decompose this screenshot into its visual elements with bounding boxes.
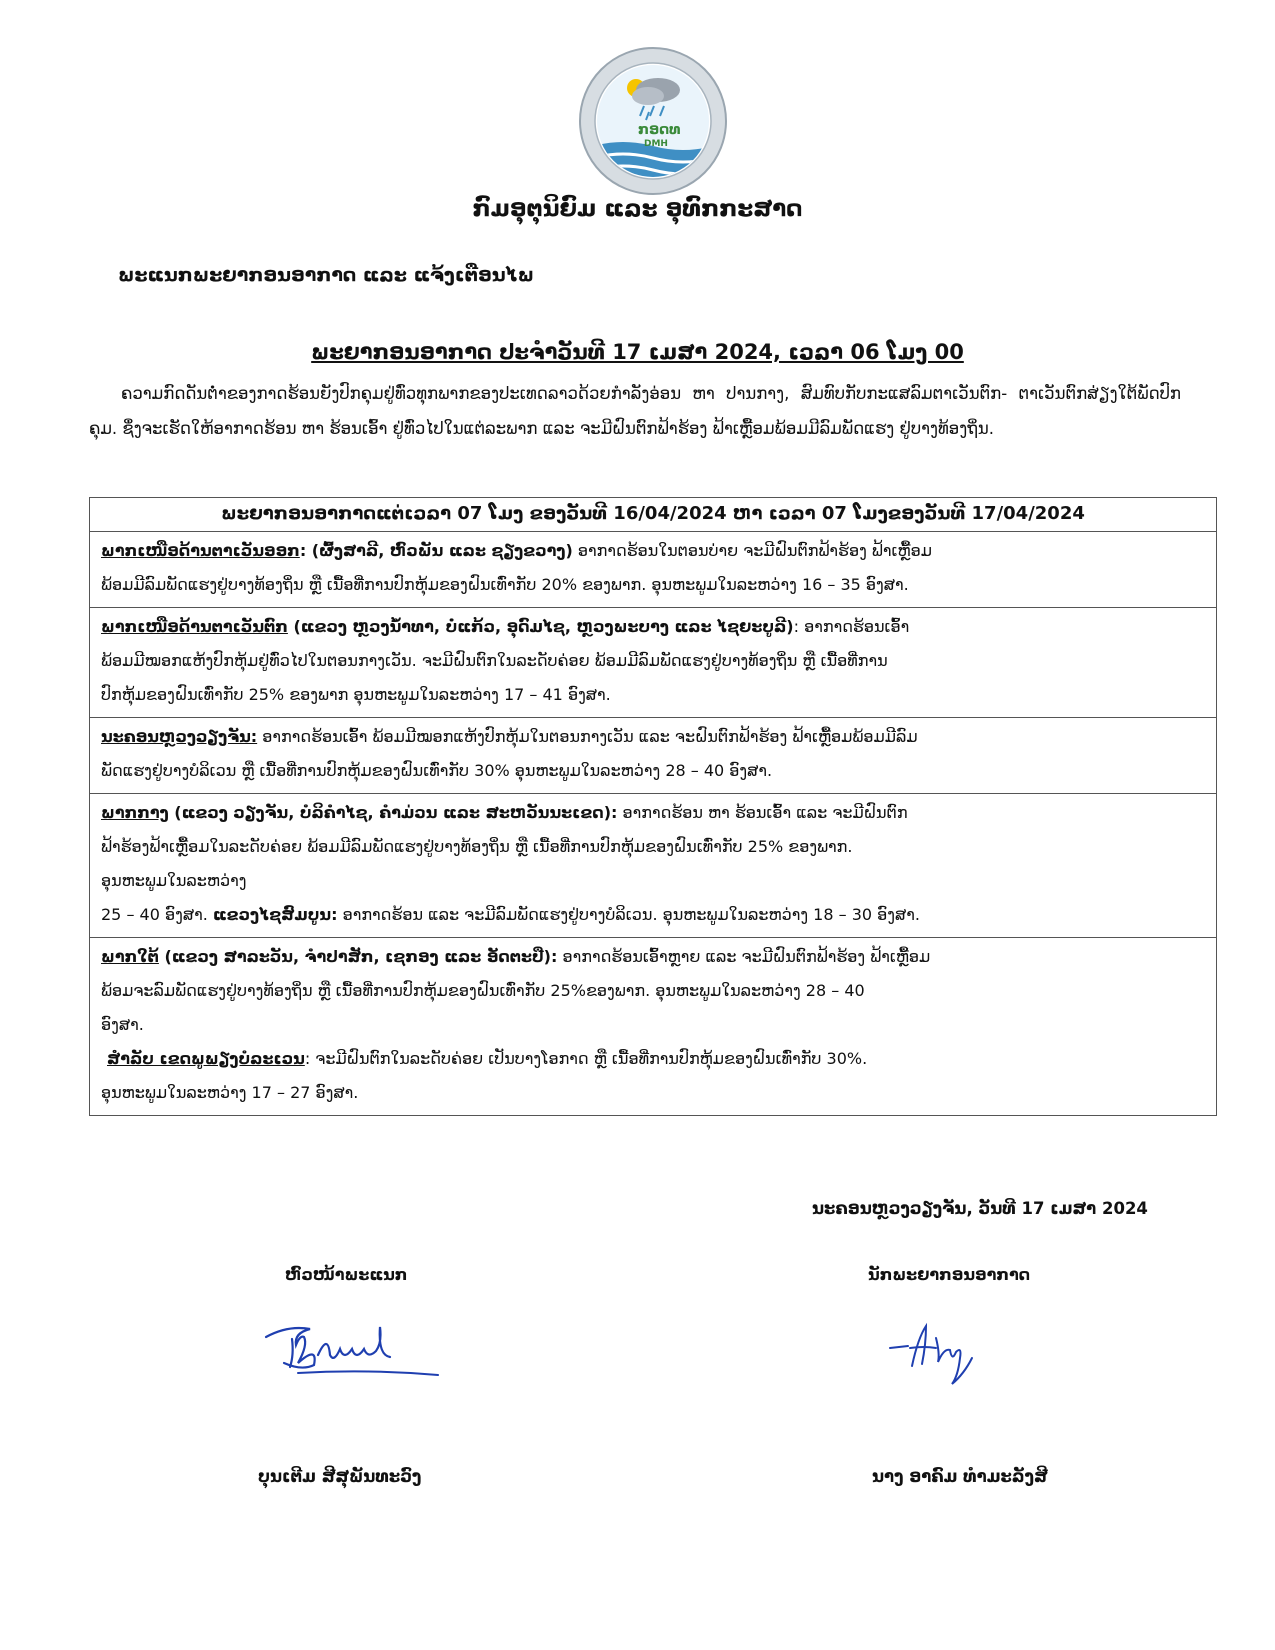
head-of-division-name: ບຸນເຕີມ ສີສຸພັນທະວົງ xyxy=(258,1467,422,1486)
region-text: : ອາກາດຮ້ອນເອົ້າ xyxy=(793,617,910,636)
svg-text:DMH: DMH xyxy=(644,139,668,149)
region-northwest xyxy=(90,608,1217,718)
region-south xyxy=(90,938,1217,1116)
forecast-table-header: ພະຍາກອນອາກາດແຕ່ເວລາ 07 ໂມງ ຂອງວັນທີ 16/04/2024 ຫາ ເວລາ 07 ໂມງຂອງວັນທີ 17/04/2024 xyxy=(90,498,1217,532)
region-name: ພາກເໜືອດ້ານຕາເວັນອອກ xyxy=(101,541,300,560)
region-provinces: (ແຂວງ ຫຼວງນ້ຳທາ, ບໍ່ແກ້ວ, ອຸດົມໄຊ, ຫຼວງພະບາງ ແລະ ໄຊຍະບູລີ) xyxy=(287,617,794,636)
head-of-division-title: ຫົວໜ້າພະແນກ xyxy=(285,1265,408,1284)
forecaster-name: ນາງ ອາຄົມ ທຳມະລັງສີ xyxy=(872,1467,1048,1486)
region-text: ອາກາດຮ້ອນເອົ້າ ພ້ອມມີໝອກແຫ້ງປົກຫຸ້ມໃນຕອນກາງເວັນ ແລະ ຈະຝົນຕົກຟ້າຮ້ອງ ຟ້າເຫຼື້ອມພ້ອມມີລົມ xyxy=(262,727,918,746)
subregion-text: ອຸນຫະພູມໃນລະຫວ່າງ 17 – 27 ອົງສາ. xyxy=(101,1083,359,1102)
forecast-intro: ຄວາມກົດດັນຕໍ່າຂອງກາດຮ້ອນຍັງປົກຄຸມຢູ່ທົ່ວທຸກພາກຂອງປະເທດລາວດ້ວຍກຳລັງອ່ອນ ຫາ ປານກາງ, ສົມທົບກັບກະແສລົມຕາເວັນຕົກ- ຕາເວັນຕົກສ່ຽງໃຕ້ພັດປົກຄຸມ. ຊຶ່ງຈະເຮັດໃຫ້ອາກາດຮ້ອນ ຫາ ຮ້ອນເອົ້າ ຢູ່ທົ່ວໄປໃນແຕ່ລະພາກ ແລະ ຈະມີຝົນຕົກຟ້າຮ້ອງ ຟ້າເຫຼື້ອມພ້ອມມີລົມພັດແຮງ ຢູ່ບາງທ້ອງຖິ່ນ. xyxy=(89,384,1181,438)
subregion-text: : ຈະມີຝົນຕົກໃນລະດັບຄ່ອຍ ເປັນບາງໂອກາດ ຫຼື ເນື້ອທີ່ການປົກຫຸ້ມຂອງຝົນເທົ່າກັບ 30%. xyxy=(304,1049,868,1068)
region-text: ພັດແຮງຢູ່ບາງບໍລິເວນ ຫຼື ເນື້ອທີ່ການປົກຫຸ້ມຂອງຝົນເທົ່າກັບ 30% ອຸນຫະພູມໃນລະຫວ່າງ 28 – 40 ອົງສາ. xyxy=(101,761,773,780)
region-name: ພາກເໜືອດ້ານຕາເວັນຕົກ xyxy=(101,617,288,636)
region-central xyxy=(90,794,1217,938)
place-date: ນະຄອນຫຼວງວຽງຈັນ, ວັນທີ 17 ເມສາ 2024 xyxy=(812,1199,1148,1218)
ministry-title: ກົມອຸຕຸນິຍົມ ແລະ ອຸທົກກະສາດ xyxy=(472,196,803,222)
region-text: ອາກາດຮ້ອນໃນຕອນບ່າຍ ຈະມີຝົນຕົກຟ້າຮ້ອງ ຟ້າເຫຼື້ອມ xyxy=(577,541,932,560)
subregion-text: ອາກາດຮ້ອນ ແລະ ຈະມີລົມພັດແຮງຢູ່ບາງບໍລິເວນ. ອຸນຫະພູມໃນລະຫວ່າງ 18 – 30 ອົງສາ. xyxy=(342,905,920,924)
region-text: ອາກາດຮ້ອນເອົ້າຫຼາຍ ແລະ ຈະມີຝົນຕົກຟ້າຮ້ອງ ຟ້າເຫຼື້ອມ xyxy=(562,947,931,966)
signature-head xyxy=(258,1315,458,1385)
forecaster-title: ນັກພະຍາກອນອາກາດ xyxy=(868,1265,1031,1284)
region-text: ພ້ອມມີໝອກແຫ້ງປົກຫຸ້ມຢູ່ທົ່ວໄປໃນຕອນກາງເວັນ. ຈະມີຝົນຕົກໃນລະດັບຄ່ອຍ ພ້ອມມີລົມພັດແຮງຢູ່ບາງທ້ອງຖິ່ນ ຫຼື ເນື້ອທີ່ການ xyxy=(101,651,888,670)
region-provinces: (ແຂວງ ວຽງຈັນ, ບໍລິຄຳໄຊ, ຄຳມ່ວນ ແລະ ສະຫວັນນະເຂດ): xyxy=(168,803,618,822)
signature-forecaster xyxy=(882,1318,992,1398)
region-text: ອາກາດຮ້ອນ ຫາ ຮ້ອນເອົ້າ ແລະ ຈະມີຝົນຕົກ xyxy=(622,803,908,822)
forecast-title: ພະຍາກອນອາກາດ ປະຈຳວັນທີ 17 ເມສາ 2024, ເວລາ 06 ໂມງ 00 xyxy=(311,340,964,364)
forecast-table xyxy=(89,497,1217,1116)
region-text: 25 – 40 ອົງສາ. xyxy=(101,905,208,924)
region-vientiane-capital xyxy=(90,718,1217,794)
region-northeast xyxy=(90,532,1217,608)
region-provinces: (ແຂວງ ສາລະວັນ, ຈຳປາສັກ, ເຊກອງ ແລະ ອັດຕະປື): xyxy=(158,947,558,966)
region-name: ພາກກາງ xyxy=(101,803,169,822)
region-text: ຟ້າຮ້ອງຟ້າເຫຼື້ອມໃນລະດັບຄ່ອຍ ພ້ອມມີລົມພັດແຮງຢູ່ບາງທ້ອງຖິ່ນ ຫຼື ເນື້ອທີ່ການປົກຫຸ້ມຂອງຝົນເທົ່າກັບ 25% ຂອງພາກ. xyxy=(101,837,853,856)
region-name: ພາກໃຕ້ xyxy=(101,947,159,966)
region-provinces: : (ຜົ້ງສາລີ, ຫົວພັນ ແລະ ຊຽງຂວາງ) xyxy=(299,541,573,560)
svg-text:ກອດທ: ກອດທ xyxy=(638,122,681,138)
subregion-name: ແຂວງໄຊສົມບູນ: xyxy=(212,905,338,924)
dmh-logo xyxy=(578,46,728,196)
region-text: ປົກຫຸ້ມຂອງຝົນເທົ່າກັບ 25% ຂອງພາກ ອຸນຫະພູມໃນລະຫວ່າງ 17 – 41 ອົງສາ. xyxy=(101,685,611,704)
region-text: ພ້ອມຈະລົມພັດແຮງຢູ່ບາງທ້ອງຖິ່ນ ຫຼື ເນື້ອທີ່ການປົກຫຸ້ມຂອງຝົນເທົ່າກັບ 25%ຂອງພາກ. ອຸນຫະພູມໃນລະຫວ່າງ 28 – 40 xyxy=(101,981,865,1000)
region-text: ອົງສາ. xyxy=(101,1015,144,1034)
region-name: ນະຄອນຫຼວງວຽງຈັນ: xyxy=(101,727,258,746)
region-text: ອຸນຫະພູມໃນລະຫວ່າງ xyxy=(101,871,247,890)
subregion-name: ສຳລັບ ເຂດພູພຽງບໍລະເວນ xyxy=(107,1049,305,1068)
region-text: ພ້ອມມີລົມພັດແຮງຢູ່ບາງທ້ອງຖິ່ນ ຫຼື ເນື້ອທີ່ການປົກຫຸ້ມຂອງຝົນເທົ່າກັບ 20% ຂອງພາກ. ອຸນຫະພູມໃນລະຫວ່າງ 16 – 35 ອົງສາ. xyxy=(101,575,909,594)
department-title: ພະແນກພະຍາກອນອາກາດ ແລະ ແຈ້ງເຕືອນໄພ xyxy=(118,264,535,286)
